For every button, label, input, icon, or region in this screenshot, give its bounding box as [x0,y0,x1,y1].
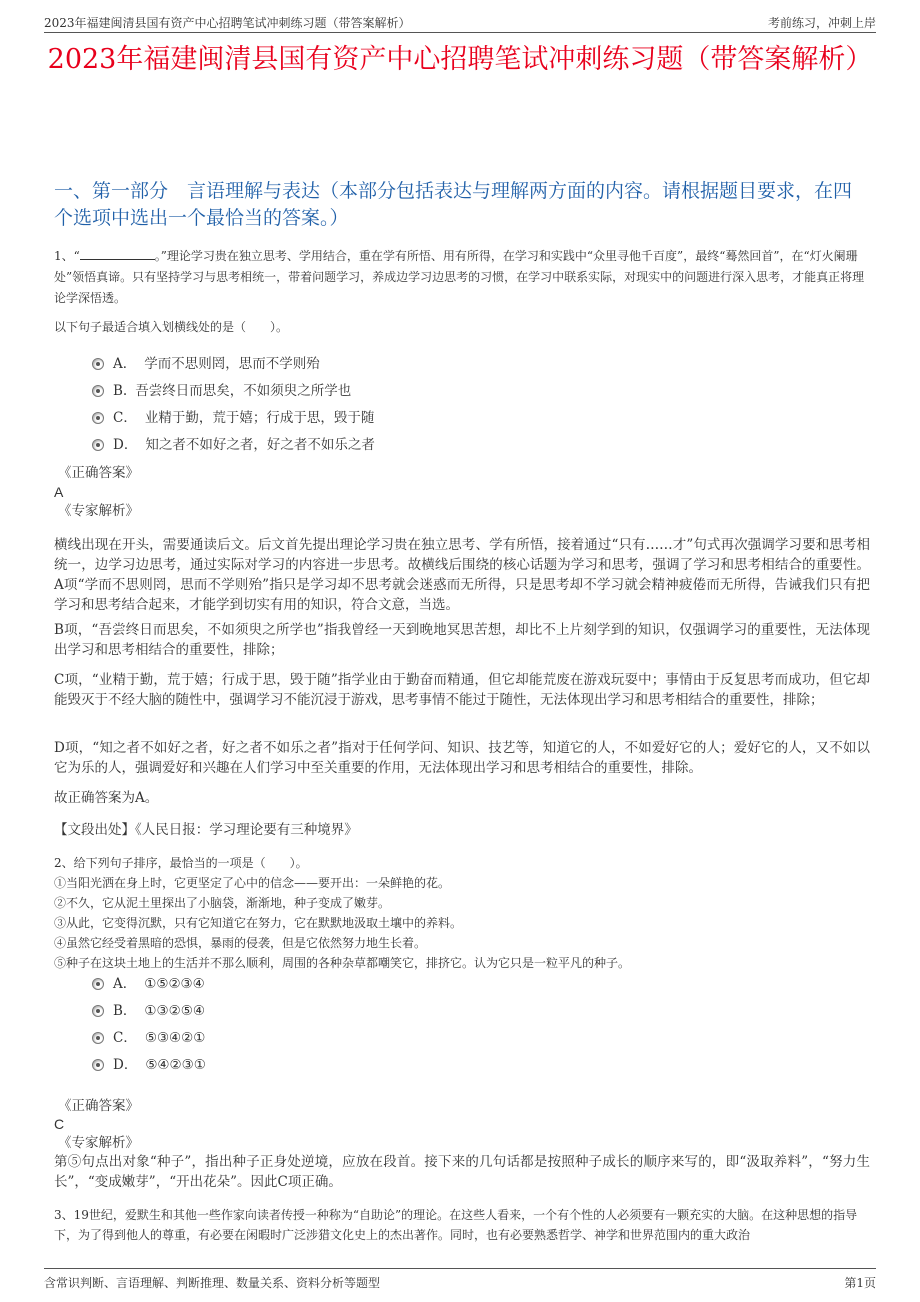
q1-analysis-paragraph: 横线出现在开头，需要通读后文。后文首先提出理论学习贵在独立思考、学有所悟，接着通过“只有……才”句式再次强调学习要和思考相统一，边学习边思考，通过实际对学习的内容进一步思考。故横线后围绕的核心话题为学习和思考，强调了学习和思考相结合的重要性。A项“学而不思则罔，思而不学则殆”指只是学习却不思考就会迷惑而无所得，只是思考却不学习就会精神疲倦而无所得，告诫我们只有把学习和思考结合起来，才能学到切实有用的知识，符合文意，当选。 [54,537,870,613]
page-number: 第1页 [844,1276,876,1290]
q1-analysis-paragraph: C项，“业精于勤，荒于嬉；行成于思，毁于随”指学业由于勤奋而精通，但它却能荒废在游戏玩耍中；事情由于反复思考而成功，但它却能毁灭于不经大脑的随性中，强调学习不能沉浸于游戏，思考事情不能过于随性，无法体现出学习和思考相结合的重要性，排除； [54,672,870,708]
q1-analysis-label: 《专家解析》 [58,503,139,519]
q2-sentence: ⑤种子在这块土地上的生活并不那么顺利，周围的各种杂草都嘲笑它，排挤它。认为它只是一粒平凡的种子。 [54,956,631,970]
radio-icon[interactable] [92,1005,104,1017]
q2-sentence: ③从此，它变得沉默，只有它知道它在努力，它在默默地汲取土壤中的养料。 [54,916,463,930]
q2-answer-label: 《正确答案》 [58,1098,139,1114]
radio-icon[interactable] [92,412,104,424]
radio-icon[interactable] [92,978,104,990]
q1-option-c[interactable]: C． 业精于勤，荒于嬉；行成于思，毁于随 [92,408,374,428]
question-1-stem [54,246,870,309]
radio-icon[interactable] [92,439,104,451]
q1-answer: A [54,484,64,500]
q1-analysis-paragraph: B项，“吾尝终日而思矣，不如须臾之所学也”指我曾经一天到晚地冥思苦想，却比不上片刻学到的知识，仅强调学习的重要性，无法体现出学习和思考相结合的重要性，排除； [54,622,870,658]
q1-answer-label: 《正确答案》 [58,465,139,481]
q1-analysis-paragraph: D项，“知之者不如好之者，好之者不如乐之者”指对于任何学问、知识、技艺等，知道它的人，不如爱好它的人；爱好它的人，又不如以它为乐的人，强调爱好和兴趣在人们学习中至关重要的作用，无法体现出学习和思考相结合的重要性，排除。 [54,740,870,776]
question-1-number: 1、“ [54,249,80,263]
q2-answer: C [54,1116,65,1132]
radio-icon[interactable] [92,1059,104,1071]
radio-icon[interactable] [92,358,104,370]
header-title: 2023年福建闽清县国有资产中心招聘笔试冲刺练习题（带答案解析） [44,16,411,30]
q2-option-c[interactable]: C． ⑤③④②① [92,1028,205,1048]
footer-note: 含常识判断、言语理解、判断推理、数量关系、资料分析等题型 [44,1276,381,1290]
q2-sentence: ①当阳光洒在身上时，它更坚定了心中的信念——要开出：一朵鲜艳的花。 [54,876,451,890]
fill-blank-line [80,247,155,260]
q2-sentence: ④虽然它经受着黑暗的恐惧，暴雨的侵袭，但是它依然努力地生长着。 [54,936,427,950]
q2-analysis: 第⑤句点出对象“种子”，指出种子正身处逆境，应放在段首。接下来的几句话都是按照种子成长的顺序来写的，即“汲取养料”，“努力生长”，“变成嫩芽”，“开出花朵”。因此C项正确。 [54,1154,870,1190]
q1-option-d[interactable]: D． 知之者不如好之者，好之者不如乐之者 [92,435,375,455]
q1-option-b[interactable]: B. 吾尝终日而思矣，不如须臾之所学也 [92,381,351,401]
page-header [44,10,876,33]
header-slogan: 考前练习，冲刺上岸 [767,16,876,30]
q1-option-a[interactable]: A． 学而不思则罔，思而不学则殆 [92,354,320,374]
q2-sentence: ②不久，它从泥土里探出了小脑袋，渐渐地，种子变成了嫩芽。 [54,896,391,910]
radio-icon[interactable] [92,385,104,397]
q2-analysis-label: 《专家解析》 [58,1135,139,1151]
section-heading: 一、第一部分 言语理解与表达（本部分包括表达与理解两方面的内容。请根据题目要求，在四个选项中选出一个最恰当的答案。） [54,180,853,229]
question-1-prompt: 以下句子最适合填入划横线处的是（ ）。 [54,320,289,334]
q2-option-b[interactable]: B． ①③②⑤④ [92,1001,205,1021]
q1-conclusion: 故正确答案为A。 [54,790,159,806]
document-title: 2023年福建闽清县国有资产中心招聘笔试冲刺练习题（带答案解析） [47,44,873,75]
question-1-text: 。”理论学习贵在独立思考、学用结合，重在学有所悟、用有所得，在学习和实践中“众里寻他千百度”，最终“蓦然回首”，在“灯火阑珊处”领悟真谛。只有坚持学习与思考相统一，带着问题学习，养成边学习边思考的习惯，在学习中联系实际，对现实中的问题进行深入思考，才能真正将理论学深悟透。 [54,249,865,305]
q1-source: 【文段出处】《人民日报：学习理论要有三种境界》 [54,822,358,838]
q2-option-a[interactable]: A． ①⑤②③④ [92,974,205,994]
question-3-stem: 3、19世纪，爱默生和其他一些作家向读者传授一种称为“自助论”的理论。在这些人看来，一个有个性的人必须要有一颗充实的大脑。在这种思想的指导下，为了得到他人的尊重，有必要在闲暇时广泛涉猎文化史上的杰出著作。同时，也有必要熟悉哲学、神学和世界范围内的重大政治 [54,1208,858,1242]
page-footer [44,1268,876,1291]
question-2-stem: 2、给下列句子排序，最恰当的一项是（ ）。 [54,856,308,870]
q2-option-d[interactable]: D． ⑤④②③① [92,1055,206,1075]
radio-icon[interactable] [92,1032,104,1044]
